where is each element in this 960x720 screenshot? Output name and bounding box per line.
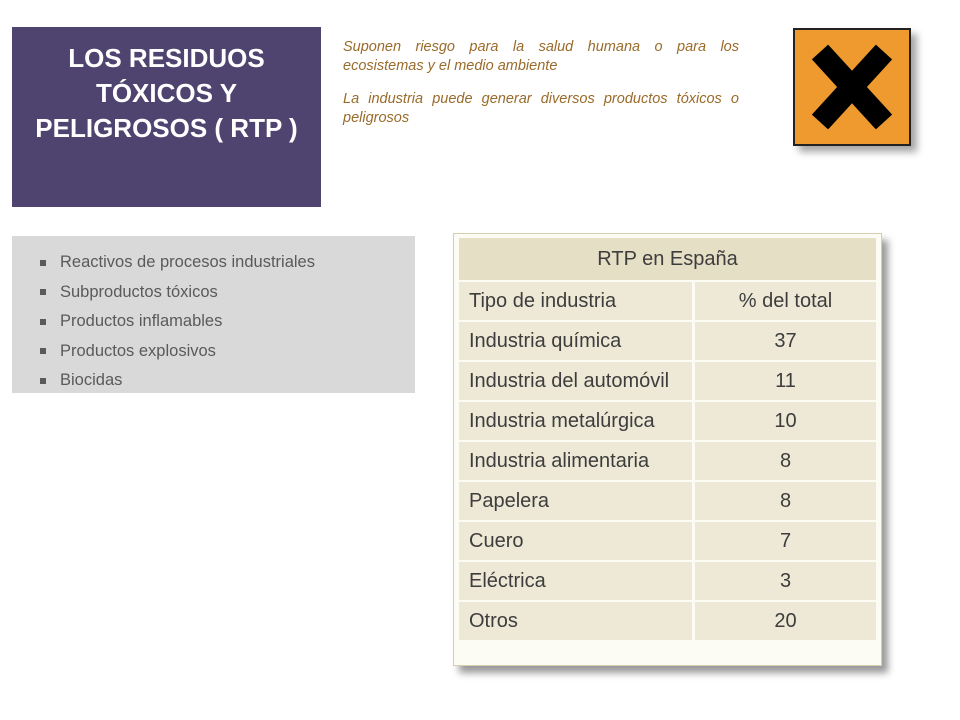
- table-cell-percent: 20: [695, 602, 876, 642]
- table-cell-industry: Industria alimentaria: [459, 442, 695, 482]
- harmful-x-shape: [795, 30, 909, 144]
- rtp-table: [459, 238, 876, 642]
- square-bullet-icon: [40, 289, 46, 295]
- square-bullet-icon: [40, 319, 46, 325]
- table-row: [459, 602, 876, 642]
- table-cell-percent: 11: [695, 362, 876, 402]
- table-cell-industry: Eléctrica: [459, 562, 695, 602]
- table-cell-industry: Industria química: [459, 322, 695, 362]
- table-cell-industry: Otros: [459, 602, 695, 642]
- table-cell-percent: 10: [695, 402, 876, 442]
- list-item: [40, 307, 415, 337]
- table-row: [459, 322, 876, 362]
- list-item-label: Subproductos tóxicos: [60, 282, 218, 301]
- table-caption: RTP en España: [459, 238, 876, 282]
- list-item-label: Productos inflamables: [60, 312, 223, 330]
- table-row: [459, 442, 876, 482]
- column-header-percent: % del total: [695, 282, 876, 322]
- square-bullet-icon: [40, 348, 46, 354]
- list-item: [40, 366, 415, 396]
- list-item: [40, 248, 415, 278]
- list-item: [40, 337, 415, 367]
- table-cell-percent: 8: [695, 482, 876, 522]
- bullet-list-panel: [12, 236, 415, 393]
- harmful-x-icon: [793, 28, 911, 146]
- table-row: [459, 482, 876, 522]
- table-cell-percent: 8: [695, 442, 876, 482]
- table-cell-industry: Industria metalúrgica: [459, 402, 695, 442]
- square-bullet-icon: [40, 378, 46, 384]
- table-row: [459, 402, 876, 442]
- list-item-label: Productos explosivos: [60, 341, 216, 360]
- column-header-industry: Tipo de industria: [459, 282, 695, 322]
- list-item-label: Biocidas: [60, 371, 123, 389]
- intro-paragraph-2: La industria puede generar diversos productos tóxicos o peligrosos: [343, 91, 739, 126]
- table-cell-industry: Industria del automóvil: [459, 362, 695, 402]
- slide-title: LOS RESIDUOS TÓXICOS Y PELIGROSOS ( RTP ): [12, 27, 321, 207]
- rtp-table-image: [453, 233, 882, 666]
- table-cell-industry: Papelera: [459, 482, 695, 522]
- table-cell-percent: 7: [695, 522, 876, 562]
- table-row: [459, 522, 876, 562]
- table-cell-percent: 3: [695, 562, 876, 602]
- intro-text: [343, 38, 739, 142]
- list-item: [40, 278, 415, 308]
- table-row: [459, 562, 876, 602]
- list-item-label: Reactivos de procesos industriales: [60, 253, 315, 271]
- square-bullet-icon: [40, 260, 46, 266]
- intro-paragraph-1: Suponen riesgo para la salud humana o para los ecosistemas y el medio ambiente: [343, 39, 739, 74]
- table-row: [459, 362, 876, 402]
- table-cell-industry: Cuero: [459, 522, 695, 562]
- table-cell-percent: 37: [695, 322, 876, 362]
